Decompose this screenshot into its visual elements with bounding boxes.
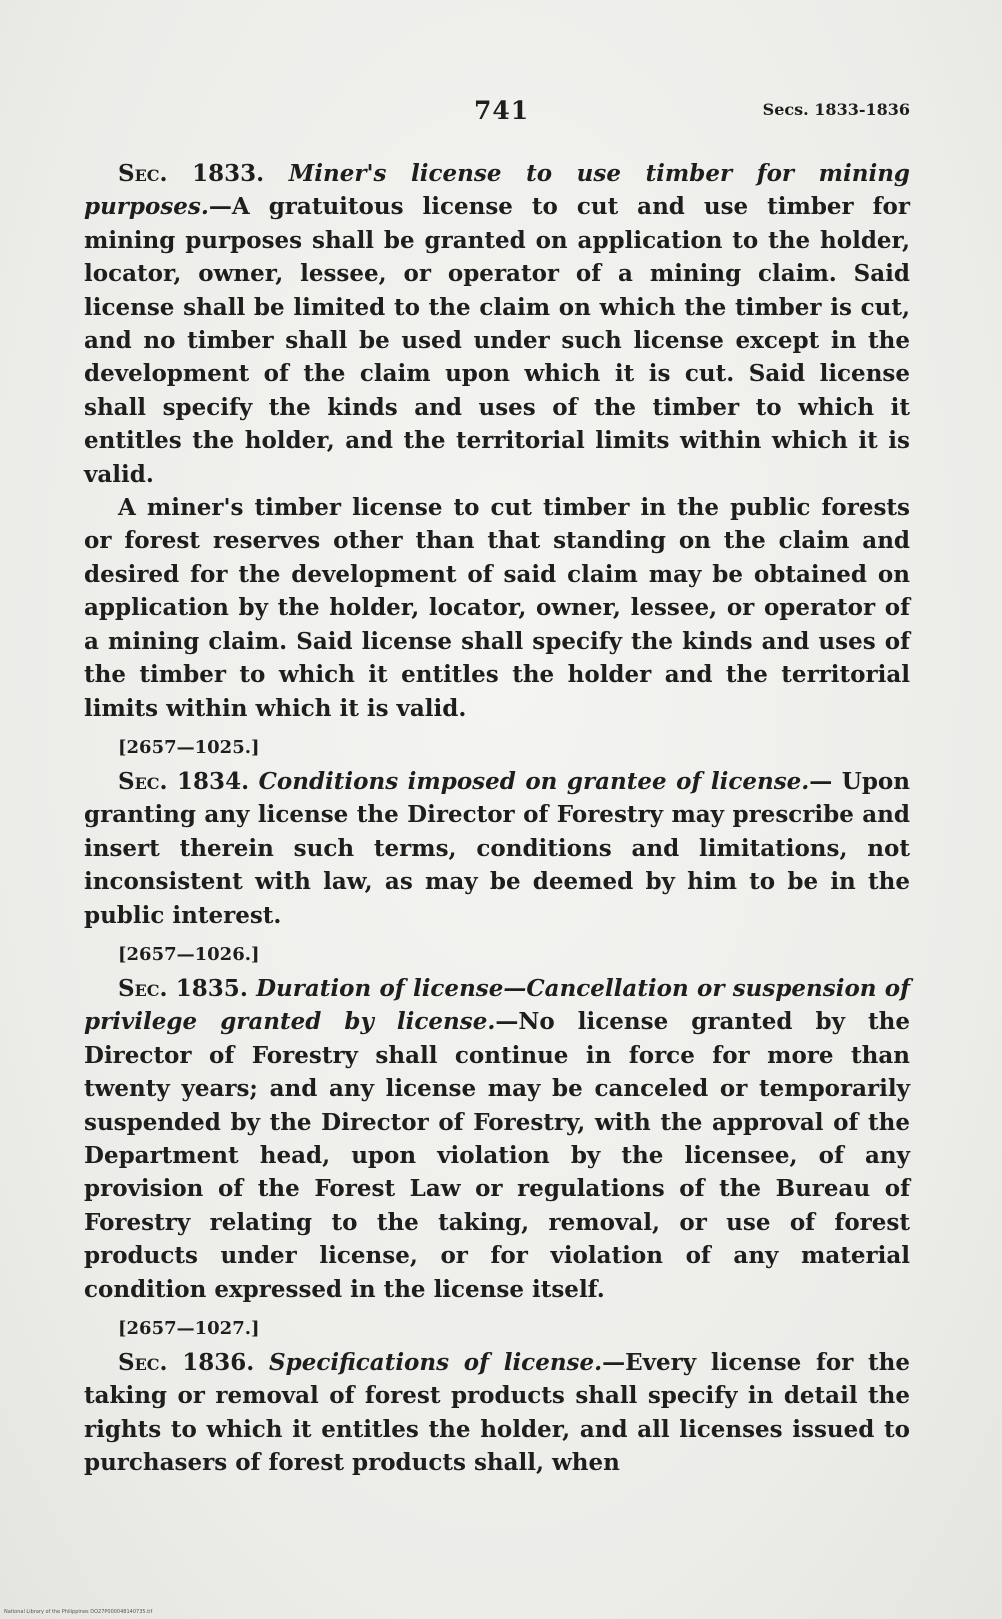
running-head: Secs. 1833-1836 [762, 100, 910, 119]
citation-1026: [2657—1026.] [118, 943, 260, 965]
page-body [84, 157, 910, 1480]
section-title: Miner's license to use timber for mining purposes. [84, 160, 910, 221]
section-dash: — [208, 193, 232, 221]
section-label: Sec. 1834. [118, 767, 250, 795]
page-header [84, 96, 910, 136]
section-text: A gratuitous license to cut and use timber for mining purposes shall be granted on application to the holder, locator, owner, lessee, or operator of a mining claim. Said license shall be limited to the claim on which the timber is cut, and no timber shall be used under such license except in the development of the claim upon which it is cut. Said license shall specify the kinds and uses of the timber to which it entitles the holder, and the territorial limits within which it is valid. [84, 193, 910, 488]
section-text: Every license for the taking or removal of forest products shall specify in detail the rights to which it entitles the holder, and all licenses issued to purchasers of forest products shall, when [84, 1349, 911, 1477]
scan-source-footer: National Library of the Philippines DO27P000048140735.tif [4, 1609, 153, 1615]
section-1835 [84, 972, 910, 1306]
section-1833-paragraph-2: A miner's timber license to cut timber in the public forests or forest reserves other than that standing on the claim and desired for the development of said claim may be obtained on application by the holder, locator, owner, lessee, or operator of a mining claim. Said license shall specify the kinds and uses of the timber to which it entitles the holder and the territorial limits within which it is valid. [84, 494, 910, 722]
section-label: Sec. 1836. [118, 1349, 255, 1376]
section-text: No license granted by the Director of Forestry shall continue in force for more than twenty years; and any license may be canceled or temporarily suspended by the Director of Forestry, with the approval of the Department head, upon violation by the licensee, of any provision of the Forest Law or regulations of the Bureau of Forestry relating to the taking, removal, or use of forest products under license, or for violation of any material condition expressed in the license itself. [84, 1008, 910, 1303]
section-1836 [84, 1346, 910, 1480]
section-title: Specifications of license. [269, 1349, 603, 1376]
section-1834 [84, 765, 910, 932]
section-dash: — [602, 1349, 626, 1376]
section-title: Conditions imposed on grantee of license. [258, 767, 810, 795]
section-text: Upon granting any license the Director of Forestry may prescribe and insert therein such terms, conditions and limitations, not inconsistent with law, as may be deemed by him to be in the public interest. [84, 767, 910, 929]
citation-1025: [2657—1025.] [118, 736, 260, 758]
citation-1027: [2657—1027.] [118, 1318, 260, 1339]
section-1833 [84, 157, 910, 491]
page-number: 741 [474, 96, 530, 125]
section-dash: — [495, 1008, 519, 1036]
section-dash: — [809, 767, 833, 795]
section-title: Duration of license—Cancellation or suspension of privilege granted by license. [84, 974, 911, 1036]
section-label: Sec. 1835. [118, 974, 248, 1002]
section-label: Sec. 1833. [118, 160, 265, 187]
